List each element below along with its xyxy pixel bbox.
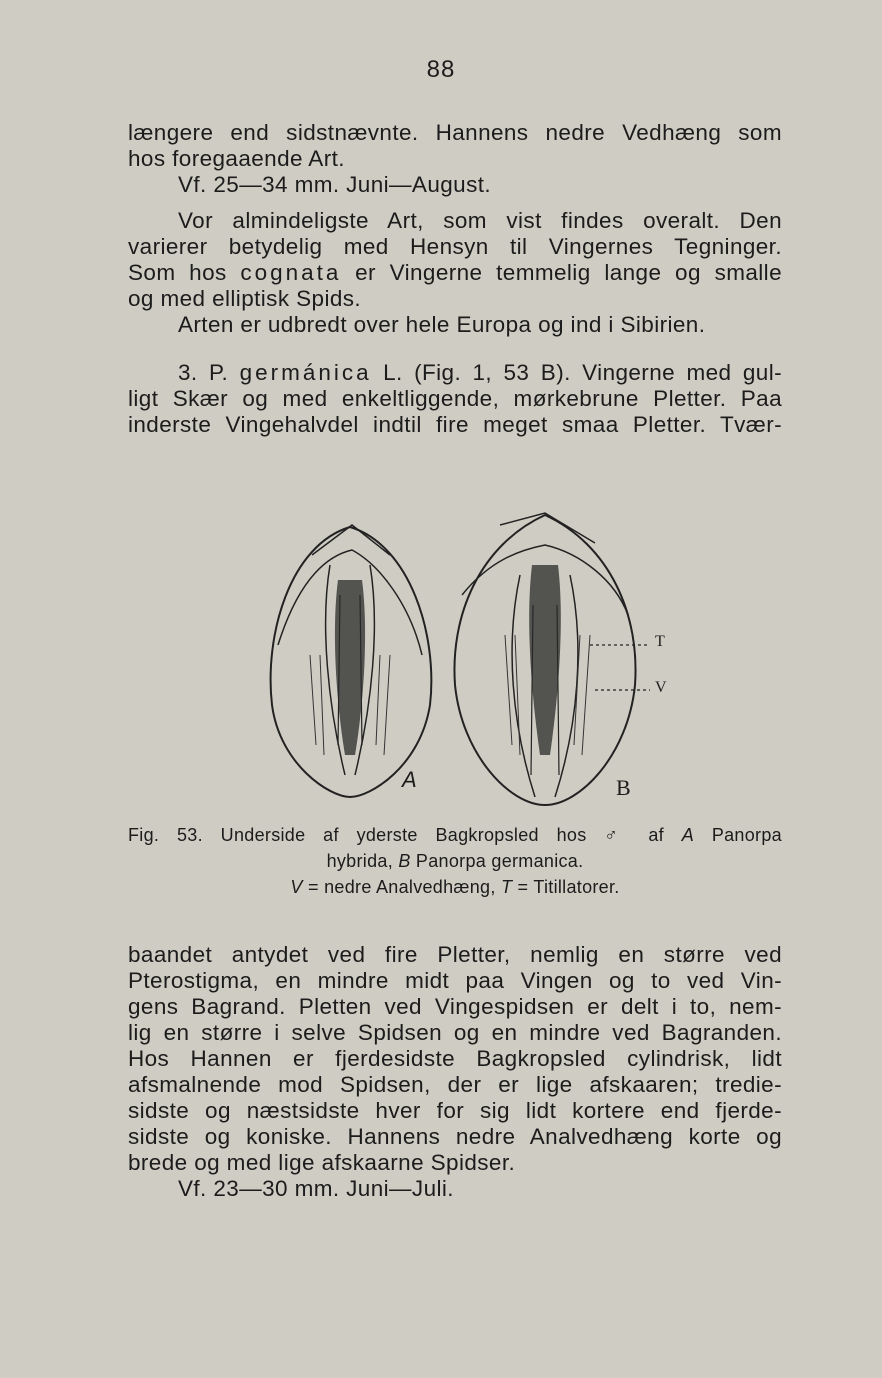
text-line: varierer betydelig med Hensyn til Vingernes Tegninger. [128, 234, 782, 259]
caption-line-3 [128, 874, 782, 900]
figure-label-a: A [402, 767, 417, 792]
caption-text: Panorpa germanica. [410, 851, 584, 871]
text-line: sidste og koniske. Hannens nedre Analvedhæng korte og [128, 1124, 782, 1149]
text-line [128, 260, 782, 286]
caption-label-v: V [290, 877, 303, 897]
figure-caption [128, 822, 782, 900]
caption-line-1 [128, 822, 782, 848]
text-line: afsmalnende mod Spidsen, der er lige afskaaren; tredie- [128, 1072, 782, 1097]
caption-label-b: B [398, 851, 411, 871]
text-line: lig en større i selve Spidsen og en mindre ved Bagranden. [128, 1020, 782, 1045]
species-number: 3. P. [178, 360, 240, 385]
text-line: brede og med lige afskaarne Spidser. [128, 1150, 516, 1175]
text-line: gens Bagrand. Pletten ved Vingespidsen er delt i to, nem- [128, 994, 782, 1019]
text-span: Som hos [128, 260, 241, 285]
species-rest: L. (Fig. 1, 53 B). Vingerne med gul- [371, 360, 782, 385]
text-line: Hos Hannen er fjerdesidste Bagkropsled cylindrisk, lidt [128, 1046, 782, 1071]
text-line: længere end sidstnævnte. Hannens nedre Vedhæng som [128, 120, 782, 145]
caption-label-t: T [500, 877, 513, 897]
page-number: 88 [426, 56, 456, 83]
text-top [128, 120, 782, 438]
caption-text: hybrida, [326, 851, 399, 871]
caption-text: = Titillatorer. [512, 877, 620, 897]
text-line: Vf. 25—34 mm. Juni—August. [178, 172, 492, 197]
figure-53 [250, 505, 670, 810]
text-line: Pterostigma, en mindre midt paa Vingen og to ved Vin- [128, 968, 782, 993]
caption-text: af [630, 825, 682, 845]
caption-text: Panorpa [694, 825, 782, 845]
text-span: er Vingerne temmelig lange og smalle [341, 260, 782, 285]
species-name: germánica [239, 360, 372, 385]
figure-illustration [250, 505, 670, 810]
text-line: Vf. 23—30 mm. Juni—Juli. [178, 1176, 454, 1201]
figure-label-t: T [655, 633, 665, 650]
text-line: Arten er udbredt over hele Europa og ind i Sibirien. [178, 312, 706, 337]
text-line: ligt Skær og med enkeltliggende, mørkebrune Pletter. Paa [128, 386, 782, 411]
caption-text: Fig. 53. Underside af yderste Bagkropsled hos [128, 825, 605, 845]
figure-label-v: V [655, 679, 667, 696]
text-line: Vor almindeligste Art, som vist findes overalt. Den [178, 208, 782, 233]
species-name-cognata: cognata [240, 260, 342, 285]
text-line: og med elliptisk Spids. [128, 286, 362, 311]
caption-text: = nedre Analvedhæng, [302, 877, 501, 897]
caption-label-a: A [681, 825, 695, 845]
text-line: inderste Vingehalvdel indtil fire meget smaa Pletter. Tvær- [128, 412, 782, 437]
text-line: baandet antydet ved fire Pletter, nemlig en større ved [128, 942, 782, 967]
text-bottom [128, 942, 782, 1202]
male-symbol: ♂ [604, 825, 631, 845]
caption-line-2 [128, 848, 782, 874]
text-line: sidste og næstsidste hver for sig lidt kortere end fjerde- [128, 1098, 782, 1123]
species-heading [128, 360, 782, 386]
text-line: hos foregaaende Art. [128, 146, 345, 171]
figure-label-b: B [616, 775, 631, 800]
